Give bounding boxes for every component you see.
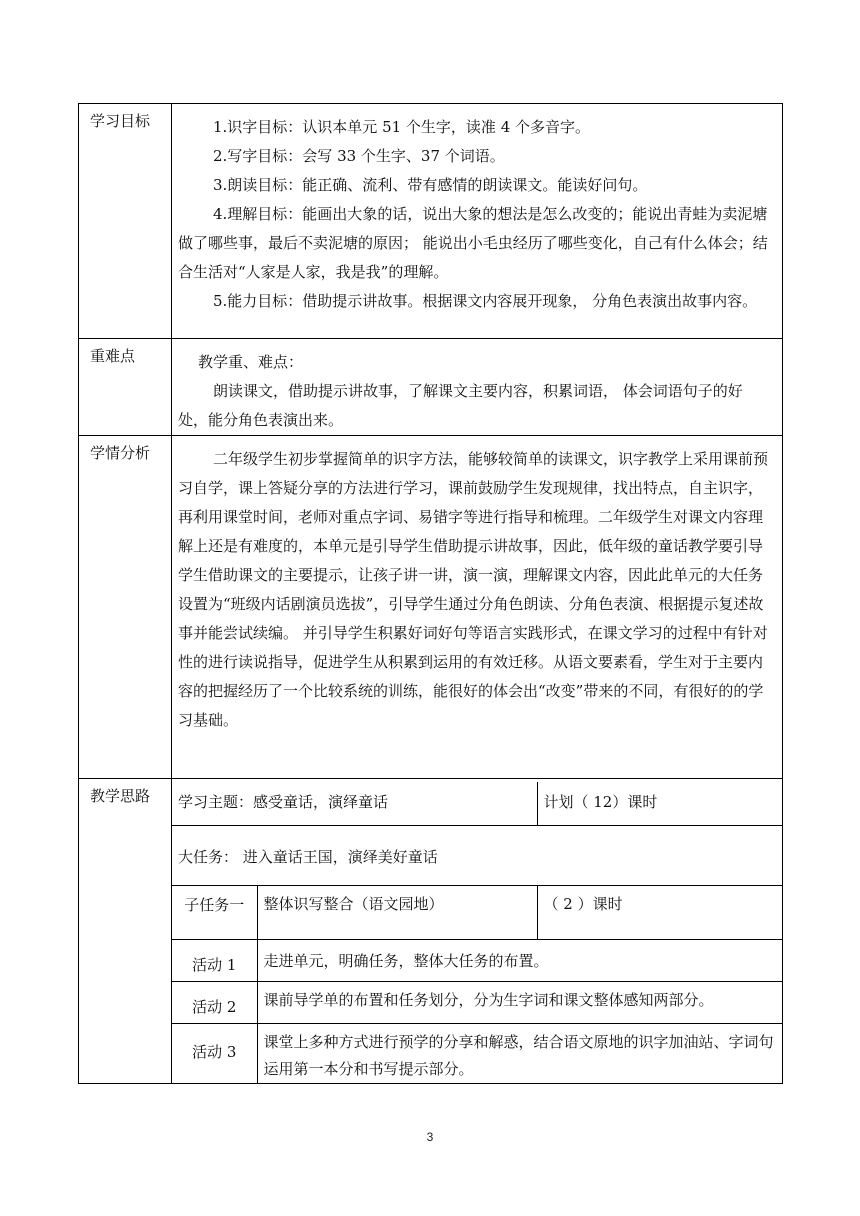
difficulties-heading: 教学重、难点： [198, 353, 304, 371]
big-task-cell: 大任务： 进入童话王国，演绎美好童话 [172, 825, 783, 885]
theme-cell: 学习主题：感受童话，演绎童话 [172, 782, 537, 825]
activity-1-name: 活动 1 [172, 939, 257, 981]
activity-3-content: 课堂上多种方式进行预学的分享和解惑，结合语文原地的识字加油站、字词句运用第一本分和书写提示部分。 [257, 1023, 783, 1083]
plan-cell: 计划（ 12）课时 [537, 782, 783, 825]
objective-1: 1.识字目标：认识本单元 51 个生字，读准 4 个多音字。 [213, 118, 591, 136]
subtask-name: 子任务一 [172, 885, 257, 939]
subtask-content: 整体识写整合（语文园地） [257, 885, 537, 939]
approach-label: 教学思路 [79, 779, 172, 1084]
objectives-label: 学习目标 [79, 104, 172, 339]
lesson-plan-table [78, 103, 783, 1084]
approach-inner-table [172, 782, 783, 1083]
objective-3: 3.朗读目标：能正确、流利、带有感情的朗读课文。能读好问句。 [213, 176, 648, 194]
analysis-text: 二年级学生初步掌握简单的识字方法，能够较简单的读课文，识字教学上采用课前预习自学，课上答疑分享的方法进行学习，课前鼓励学生发现规律，找出特点，自主识字，再利用课堂时间，老师对重点字词、易错字等进行指导和梳理。二年级学生对课文内容理解上还是有难度的，本单元是引导学生借助提示讲故事，因此，低年级的童话教学要引导学生借助课文的主要提示，让孩子讲一讲，演一演，理解课文内容，因此此单元的大任务设置为“班级内话剧演员选拔”，引导学生通过分角色朗读、分角色表演、根据提示复述故事并能尝试续编。 并引导学生积累好词好句等语言实践形式，在课文学习的过程中有针对性的进行读说指导，促进学生从积累到运用的有效迁移。从语文要素看，学生对于主要内容的把握经历了一个比较系统的训练，能很好的体会出“改变”带来的不同，有很好的的学习基础。 [178, 450, 769, 729]
objectives-row [79, 104, 783, 339]
activity-2-name: 活动 2 [172, 981, 257, 1023]
analysis-row [79, 436, 783, 779]
difficulties-row [79, 339, 783, 436]
objective-5: 5.能力目标：借助提示讲故事。根据课文内容展开现象， 分角色表演出故事内容。 [213, 292, 758, 310]
approach-content [172, 779, 783, 1084]
objectives-content [172, 104, 783, 339]
subtask-hours: （ 2 ）课时 [537, 885, 783, 939]
difficulties-content [172, 339, 783, 436]
analysis-label: 学情分析 [79, 436, 172, 779]
activity-3-name: 活动 3 [172, 1023, 257, 1083]
difficulties-text: 朗读课文，借助提示讲故事，了解课文主要内容，积累词语， 体会词语句子的好处，能分角色表演出来。 [178, 382, 743, 429]
activity-1-content: 走进单元，明确任务，整体大任务的布置。 [257, 939, 783, 981]
activity-2-content: 课前导学单的布置和任务划分，分为生字词和课文整体感知两部分。 [257, 981, 783, 1023]
objective-4: 4.理解目标：能画出大象的话，说出大象的想法是怎么改变的；能说出青蛙为卖泥塘做了哪些事，最后不卖泥塘的原因； 能说出小毛虫经历了哪些变化，自己有什么体会；结合生活对“人家是人家，我是我”的理解。 [178, 205, 768, 281]
difficulties-label: 重难点 [79, 339, 172, 436]
page-number: 3 [426, 1130, 434, 1144]
analysis-content [172, 436, 783, 779]
objective-2: 2.写字目标：会写 33 个生字、37 个词语。 [213, 147, 505, 165]
approach-row [79, 779, 783, 1084]
